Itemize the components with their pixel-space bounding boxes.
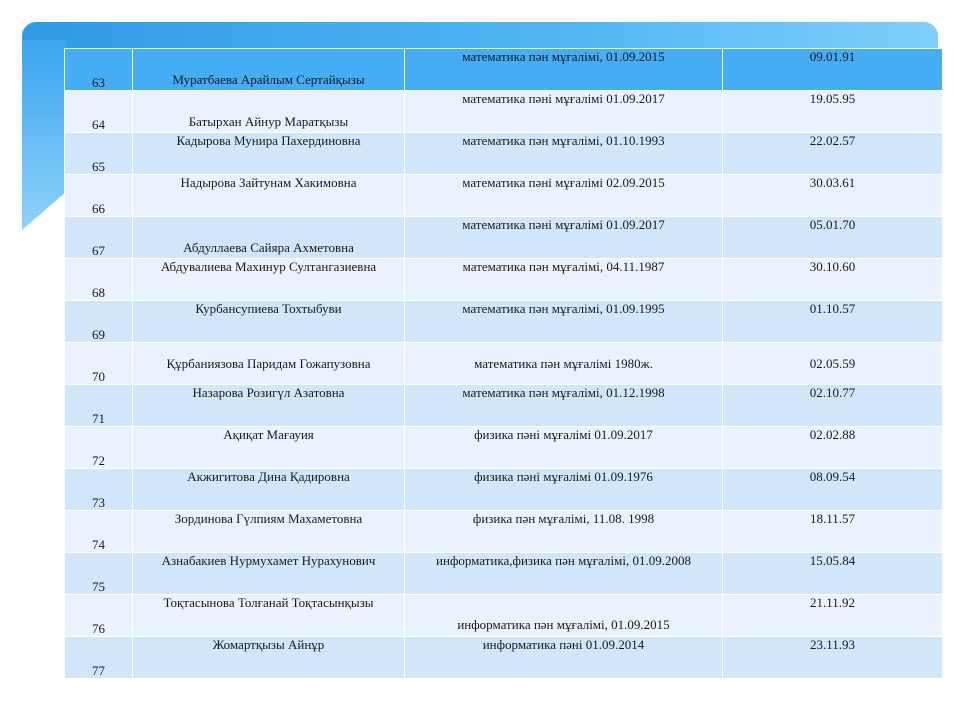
birth-date: 19.05.95 <box>723 91 943 133</box>
teacher-name: Надырова Зайтунам Хакимовна <box>133 175 405 217</box>
row-number: 71 <box>65 385 133 427</box>
teacher-name: Тоқтасынова Толғанай Тоқтасынқызы <box>133 595 405 637</box>
teacher-name: Акжигитова Дина Қадировна <box>133 469 405 511</box>
table-row <box>65 217 943 259</box>
subject-start: математика пән мұғалімі, 01.09.2015 <box>405 49 723 91</box>
subject-start: математика пән мұғалімі, 01.12.1998 <box>405 385 723 427</box>
side-accent-decoration <box>22 40 66 230</box>
row-number: 70 <box>65 343 133 385</box>
birth-date: 30.10.60 <box>723 259 943 301</box>
row-number: 73 <box>65 469 133 511</box>
subject-start: математика пәні мұғалімі 01.09.2017 <box>405 217 723 259</box>
table-row <box>65 637 943 679</box>
teacher-name: Азнабакиев Нурмухамет Нурахунович <box>133 553 405 595</box>
subject-start: математика пәні мұғалімі 01.09.2017 <box>405 91 723 133</box>
subject-start: физика пән мұғалімі, 11.08. 1998 <box>405 511 723 553</box>
staff-table <box>64 48 943 679</box>
subject-start: математика пәні мұғалімі 02.09.2015 <box>405 175 723 217</box>
birth-date: 21.11.92 <box>723 595 943 637</box>
row-number: 72 <box>65 427 133 469</box>
teacher-name: Абдувалиева Махинур Султангазиевна <box>133 259 405 301</box>
row-number: 65 <box>65 133 133 175</box>
teacher-name: Батырхан Айнур Маратқызы <box>133 91 405 133</box>
birth-date: 23.11.93 <box>723 637 943 679</box>
row-number: 75 <box>65 553 133 595</box>
birth-date: 30.03.61 <box>723 175 943 217</box>
row-number: 76 <box>65 595 133 637</box>
birth-date: 18.11.57 <box>723 511 943 553</box>
table-row <box>65 301 943 343</box>
table-row <box>65 385 943 427</box>
teacher-name: Абдуллаева Сайяра Ахметовна <box>133 217 405 259</box>
table-row <box>65 175 943 217</box>
table-row <box>65 343 943 385</box>
birth-date: 15.05.84 <box>723 553 943 595</box>
subject-start: информатика,физика пән мұғалімі, 01.09.2008 <box>405 553 723 595</box>
teacher-name: Жомартқызы Айнұр <box>133 637 405 679</box>
table-row <box>65 511 943 553</box>
subject-start: информатика пәні 01.09.2014 <box>405 637 723 679</box>
birth-date: 02.05.59 <box>723 343 943 385</box>
subject-start: физика пәні мұғалімі 01.09.1976 <box>405 469 723 511</box>
table-row <box>65 133 943 175</box>
table-row <box>65 91 943 133</box>
birth-date: 02.02.88 <box>723 427 943 469</box>
subject-start: математика пән мұғалімі, 01.10.1993 <box>405 133 723 175</box>
subject-start: математика пән мұғалімі 1980ж. <box>405 343 723 385</box>
row-number: 64 <box>65 91 133 133</box>
table-row <box>65 595 943 637</box>
birth-date: 02.10.77 <box>723 385 943 427</box>
row-number: 63 <box>65 49 133 91</box>
table-row <box>65 469 943 511</box>
birth-date: 01.10.57 <box>723 301 943 343</box>
teacher-name: Ақиқат Мағауия <box>133 427 405 469</box>
teacher-name: Кадырова Мунира Пахердиновна <box>133 133 405 175</box>
table-row <box>65 49 943 91</box>
birth-date: 22.02.57 <box>723 133 943 175</box>
teacher-name: Назарова Розигүл Азатовна <box>133 385 405 427</box>
subject-start: математика пән мұғалімі, 04.11.1987 <box>405 259 723 301</box>
row-number: 69 <box>65 301 133 343</box>
teacher-name: Курбансупиева Тохтыбуви <box>133 301 405 343</box>
row-number: 66 <box>65 175 133 217</box>
birth-date: 09.01.91 <box>723 49 943 91</box>
row-number: 74 <box>65 511 133 553</box>
table-row <box>65 427 943 469</box>
row-number: 77 <box>65 637 133 679</box>
birth-date: 08.09.54 <box>723 469 943 511</box>
subject-start: информатика пән мұғалімі, 01.09.2015 <box>405 595 723 637</box>
row-number: 68 <box>65 259 133 301</box>
subject-start: физика пәні мұғалімі 01.09.2017 <box>405 427 723 469</box>
teacher-name: Зординова Гүлпиям Махаметовна <box>133 511 405 553</box>
birth-date: 05.01.70 <box>723 217 943 259</box>
teacher-name: Құрбаниязова Паридам Гожапузовна <box>133 343 405 385</box>
subject-start: математика пән мұғалімі, 01.09.1995 <box>405 301 723 343</box>
table-row <box>65 553 943 595</box>
table-row <box>65 259 943 301</box>
row-number: 67 <box>65 217 133 259</box>
teacher-name: Муратбаева Арайлым Сертайқызы <box>133 49 405 91</box>
